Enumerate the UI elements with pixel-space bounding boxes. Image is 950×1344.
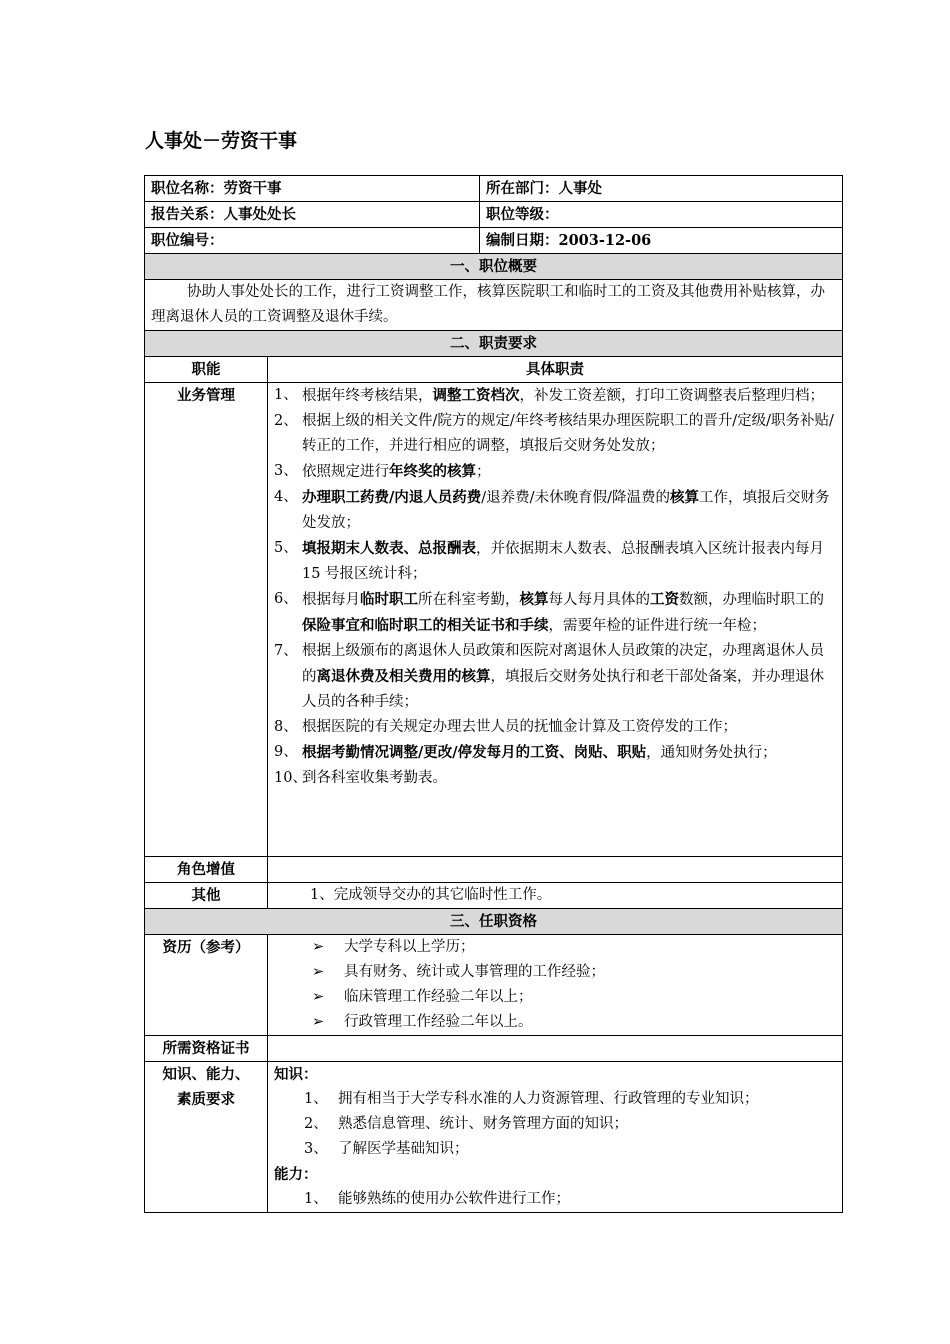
duty-text-part: ，需要年检的证件进行统一年检； — [548, 618, 766, 634]
arrow-bullet-icon: ➢ — [312, 964, 325, 980]
other-duty: 1、完成领导交办的其它临时性工作。 — [268, 883, 843, 909]
section-duties: 二、职责要求 — [145, 331, 843, 357]
arrow-bullet-icon: ➢ — [312, 1014, 325, 1030]
role-value-label: 角色增值 — [145, 857, 268, 883]
duty-item — [274, 587, 836, 639]
duty-item — [274, 409, 836, 459]
experience-item — [274, 985, 836, 1010]
knowledge-item — [274, 1112, 836, 1137]
role-value — [268, 857, 843, 883]
duty-number: 1、 — [274, 387, 298, 403]
header-detail: 具体职责 — [268, 357, 843, 383]
duty-item — [274, 383, 836, 409]
business-duties — [268, 383, 843, 857]
knowledge-text: 了解医学基础知识； — [338, 1141, 469, 1157]
duty-text-part: 数额，办理临时职工的 — [679, 592, 824, 608]
duty-key-phrase: 核算 — [519, 591, 549, 608]
experience-text: 行政管理工作经验二年以上。 — [344, 1014, 533, 1030]
certificate-label: 所需资格证书 — [145, 1036, 268, 1062]
position-name: 职位名称：劳资干事 — [145, 176, 480, 202]
duty-text-part: 根据医院的有关规定办理去世人员的抚恤金计算及工资停发的工作； — [302, 719, 737, 735]
duty-text — [302, 740, 836, 766]
knowledge-number: 2、 — [304, 1116, 328, 1132]
ability-number: 1、 — [304, 1191, 328, 1207]
duty-key-phrase: 填报期末人数表、总报酬表 — [302, 540, 476, 557]
duty-number: 6、 — [274, 591, 298, 607]
duty-key-phrase: 离退休费及相关费用的核算 — [316, 668, 491, 685]
experience-item — [274, 935, 836, 960]
experience-text: 临床管理工作经验二年以上； — [344, 989, 533, 1005]
duty-text — [302, 536, 836, 587]
duty-text — [302, 485, 836, 536]
duty-text-part: 根据上级颁布的离退休人员政策和医院对离退休人员政策的决定，办理离退休人员的 — [302, 643, 824, 685]
knowledge-item — [274, 1087, 836, 1112]
experience-label: 资历（参考） — [145, 935, 268, 1036]
duty-item — [274, 536, 836, 587]
duty-text — [302, 409, 836, 459]
duty-key-phrase: 根据考勤情况调整/更改/停发每月的工资、岗贴、职贴 — [302, 744, 647, 761]
compile-date: 编制日期：2003-12-06 — [480, 228, 843, 254]
knowledge-number: 3、 — [304, 1141, 328, 1157]
duty-text-part: ，并依据期末人数表、总报酬表填入区统计报表内每月 15 号报区统计科； — [302, 541, 824, 582]
duty-item — [274, 459, 836, 485]
knowledge-requirements — [268, 1062, 843, 1213]
page-title: 人事处－劳资干事 — [145, 130, 298, 152]
section-overview: 一、职位概要 — [145, 254, 843, 280]
duty-text-part: 根据年终考核结果， — [302, 388, 433, 404]
duty-key-phrase: 调整工资档次 — [432, 387, 520, 404]
experience-item — [274, 960, 836, 985]
experience-text: 大学专科以上学历； — [344, 939, 475, 955]
duty-text-part: 每人每月具体的 — [548, 592, 650, 608]
duty-text-part: 依照规定进行 — [302, 464, 389, 480]
duty-text — [302, 383, 836, 409]
duty-number: 8、 — [274, 719, 298, 735]
arrow-bullet-icon: ➢ — [312, 989, 325, 1005]
duty-key-phrase: 保险事宜和临时职工的相关证书和手续 — [302, 617, 549, 634]
duty-key-phrase: 临时职工 — [360, 591, 418, 608]
duty-text-part: ，补发工资差额，打印工资调整表后整理归档； — [519, 388, 824, 404]
ability-text: 能够熟练的使用办公软件进行工作； — [338, 1191, 570, 1207]
experience-text: 具有财务、统计或人事管理的工作经验； — [344, 964, 605, 980]
duty-text-part: 工作，填报后交财务处发放； — [302, 490, 830, 531]
duty-key-phrase: 年终奖的核算 — [389, 463, 476, 480]
knowledge-number: 1、 — [304, 1091, 328, 1107]
duty-item — [274, 766, 836, 791]
duty-text-part: 根据上级的相关文件/院方的规定/年终考核结果办理医院职工的晋升/定级/职务补贴/转正的工作，并进行相应的调整，填报后交财务处发放； — [302, 413, 834, 454]
duty-text — [302, 766, 836, 791]
duty-item — [274, 715, 836, 740]
duty-text-part: ； — [476, 464, 491, 480]
duty-number: 2、 — [274, 413, 298, 429]
job-description-table — [144, 175, 843, 1213]
duty-number: 9、 — [274, 744, 298, 760]
other-label: 其他 — [145, 883, 268, 909]
position-code: 职位编号： — [145, 228, 480, 254]
duty-number: 5、 — [274, 540, 298, 556]
duty-text — [302, 715, 836, 740]
duty-text-part: 到各科室收集考勤表。 — [302, 770, 447, 786]
knowledge-label-line2: 素质要求 — [177, 1091, 235, 1108]
knowledge-heading: 知识： — [274, 1066, 318, 1083]
section-qualifications: 三、任职资格 — [145, 909, 843, 935]
duty-item — [274, 639, 836, 715]
header-function: 职能 — [145, 357, 268, 383]
arrow-bullet-icon: ➢ — [312, 939, 325, 955]
experience-item — [274, 1010, 836, 1035]
position-summary — [145, 280, 843, 331]
position-grade: 职位等级： — [480, 202, 843, 228]
duty-text — [302, 639, 836, 715]
duty-text-part: 根据每月 — [302, 592, 360, 608]
knowledge-label — [145, 1062, 268, 1213]
duty-number: 3、 — [274, 463, 298, 479]
duty-text-part: ，通知财务处执行； — [646, 745, 777, 761]
duty-text — [302, 587, 836, 639]
duty-item — [274, 485, 836, 536]
summary-text: 协助人事处处长的工作，进行工资调整工作，核算医院职工和临时工的工资及其他费用补贴核算，办理离退休人员的工资调整及退休手续。 — [151, 284, 825, 325]
experience-list — [268, 935, 843, 1036]
duty-text-part: ，填报后交财务处执行和老干部处备案，并办理退休人员的各种手续； — [302, 669, 824, 710]
business-label: 业务管理 — [145, 383, 268, 857]
knowledge-item — [274, 1137, 836, 1162]
knowledge-label-line1: 知识、能力、 — [162, 1066, 250, 1083]
duty-number: 4、 — [274, 489, 298, 505]
duty-text-part: /退养费/未休晚育假/降温费的 — [481, 490, 670, 506]
duty-text-part: 所在科室考勤， — [418, 592, 520, 608]
duty-key-phrase: 核算 — [669, 489, 699, 506]
duty-number: 10、 — [274, 770, 307, 786]
ability-item — [274, 1187, 836, 1212]
department: 所在部门：人事处 — [480, 176, 843, 202]
report-relation: 报告关系：人事处处长 — [145, 202, 480, 228]
duty-text — [302, 459, 836, 485]
knowledge-text: 拥有相当于大学专科水准的人力资源管理、行政管理的专业知识； — [338, 1091, 759, 1107]
duty-number: 7、 — [274, 643, 298, 659]
ability-heading: 能力： — [274, 1166, 318, 1183]
duty-key-phrase: 工资 — [650, 591, 679, 608]
duty-item — [274, 740, 836, 766]
duty-key-phrase: 办理职工药费/内退人员药费 — [302, 489, 482, 506]
knowledge-text: 熟悉信息管理、统计、财务管理方面的知识； — [338, 1116, 628, 1132]
certificate-value — [268, 1036, 843, 1062]
